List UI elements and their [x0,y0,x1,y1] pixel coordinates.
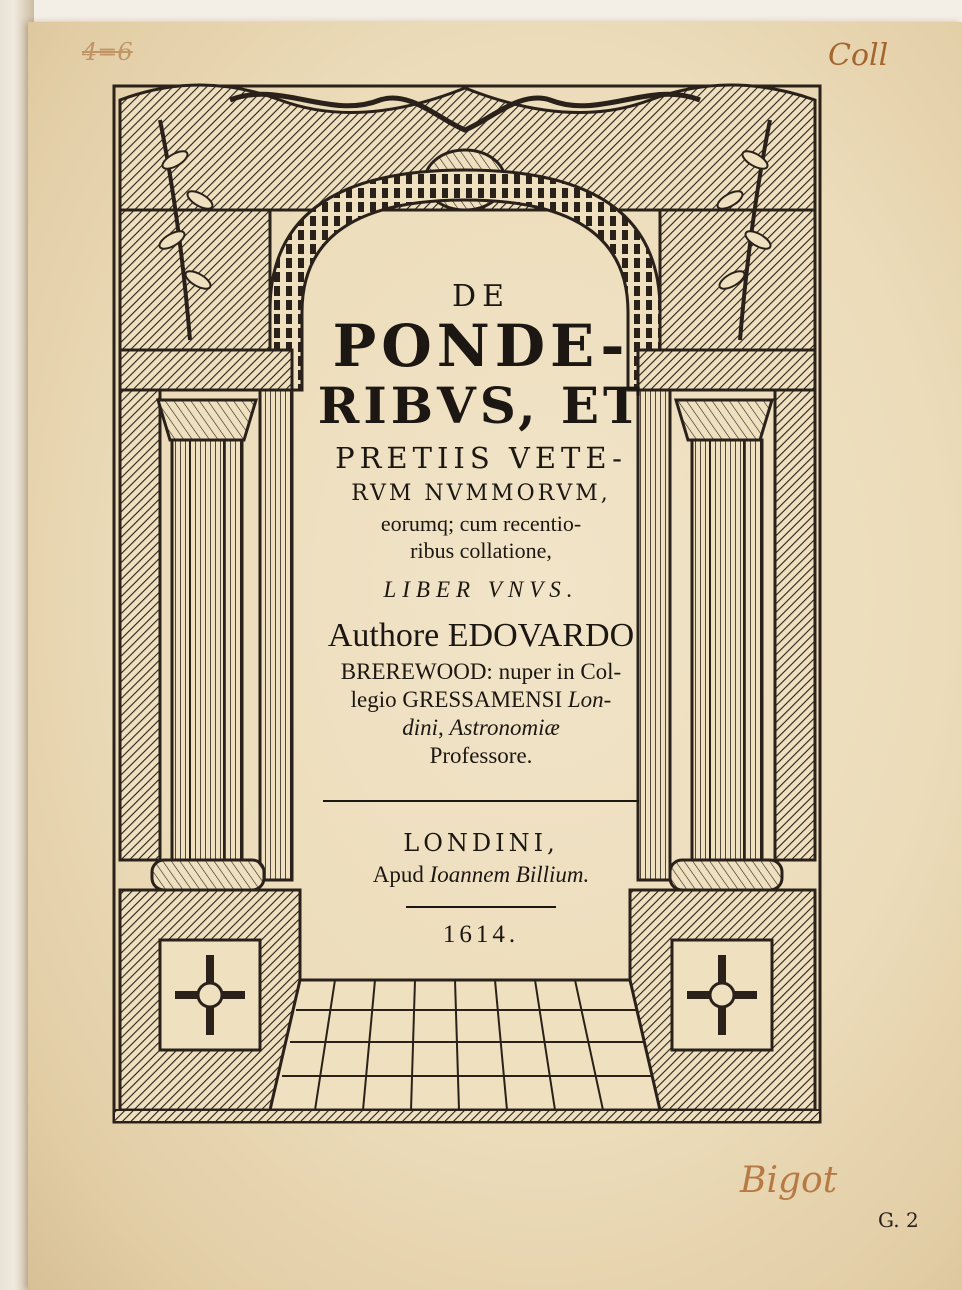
short-rule [406,906,556,908]
author-line-4c: Astronomiæ [449,715,560,740]
title-line-de: DE [452,279,510,314]
author-line-2: BREREWOOD: nuper in Col- [340,659,622,684]
title-line-ponde: PONDE- [332,312,630,380]
title-line-pretiis: PRETIIS VETE- [335,441,627,475]
title-text-block [292,268,670,950]
author-line-1: Authore EDOVARDO [327,617,635,654]
author-line-3 [292,686,670,714]
title-line-eorumq: eorumq; cum recentio- [380,511,582,536]
marginalia-top-right: Coll [828,38,889,73]
author-line-5: Professore. [429,743,533,768]
marginalia-top-left: 4=6 [82,38,133,66]
imprint-year: 1614. [442,921,520,948]
title-line-liber: LIBER VNVS. [383,577,579,602]
shelfmark: G. 2 [878,1208,919,1232]
imprint-city: LONDINI, [403,829,559,857]
title-line-ribus: RIBVS, ET [317,376,645,435]
author-line-3a: legio GRESSAMENSI [350,687,568,712]
imprint-printer: Ioannem Billium. [429,862,590,887]
imprint-apud: Apud [372,862,430,887]
title-line-rvm: RVM NVMMORVM, [351,481,611,506]
title-line-collatione: ribus collatione, [410,538,552,563]
horizontal-rule [323,800,639,802]
author-line-3b: Lon- [567,687,612,712]
author-line-4 [292,714,670,742]
owner-signature: Bigot [740,1160,838,1201]
author-line-4b: , [437,715,450,740]
imprint-printer-line [292,860,670,890]
author-line-4a: dini [402,715,438,740]
